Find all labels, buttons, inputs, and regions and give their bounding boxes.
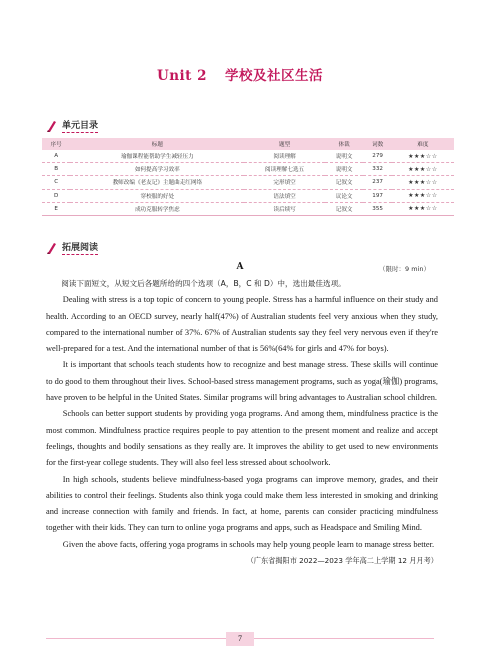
cell: 瑜伽课程能帮助学生减轻压力 <box>70 150 244 163</box>
col-header: 体裁 <box>325 138 364 150</box>
cell: 说明文 <box>325 163 364 176</box>
cell: D <box>42 189 70 202</box>
cell: 教师改编《老友记》主题曲走红网络 <box>70 176 244 189</box>
unit-label: Unit 2 <box>156 68 208 84</box>
difficulty-stars: ★★★☆☆ <box>392 202 454 215</box>
page-number: 7 <box>226 632 254 646</box>
table-row <box>42 150 454 163</box>
cell: 355 <box>363 202 391 215</box>
catalog-title: 单元目录 <box>62 118 98 133</box>
paragraph <box>46 537 438 566</box>
col-header: 难度 <box>392 138 454 150</box>
table-row <box>42 163 454 176</box>
cell: E <box>42 202 70 215</box>
pen-icon <box>46 241 58 255</box>
cell: A <box>42 150 70 163</box>
table-header-row <box>42 138 454 150</box>
source-citation: （广东省揭阳市 2022—2023 学年高二上学期 12 月月考） <box>246 556 438 566</box>
table-row <box>42 176 454 189</box>
unit-catalog-table <box>42 138 454 216</box>
cell: 议论文 <box>325 189 364 202</box>
page-title <box>0 64 480 84</box>
cell: 阅读理解 <box>244 150 324 163</box>
cell: 332 <box>363 163 391 176</box>
difficulty-stars: ★★★☆☆ <box>392 176 454 189</box>
paragraph: Schools can better support students by providing yoga programs. And among them, mindfulness practice is the most common. Mindfulness practice requires people to pay attention to the present moment and realize and accept feelings, thoughts and bodily sensations as they really are. It improves the ability to get used to new environments for the first-year college students. They will also feel less stressed about schoolwork. <box>46 409 438 468</box>
time-limit: （限时：9 min） <box>379 265 430 273</box>
passage-instruction: 阅读下面短文，从短文后各题所给的四个选项（A，B，C 和 D）中，选出最佳选项。 <box>61 279 346 288</box>
cell: 穿校服的好处 <box>70 189 244 202</box>
pen-icon <box>46 119 58 133</box>
cell: 完形填空 <box>244 176 324 189</box>
cell: C <box>42 176 70 189</box>
unit-topic: 学校及社区生活 <box>225 68 324 84</box>
col-header: 标题 <box>70 138 244 150</box>
section-catalog-heading <box>46 118 98 133</box>
cell: 如何提高学习效率 <box>70 163 244 176</box>
cell: 197 <box>363 189 391 202</box>
cell: 237 <box>363 176 391 189</box>
table-row <box>42 189 454 202</box>
paragraph: In high schools, students believe mindfulness-based yoga programs can improve memory, grades, and their abilities to control their feelings. Students also think yoga could make them less interested in smoking and drinking and increase connection with family and friends. In fact, at home, parents can consider practicing mindfulness together with their kids. They can turn to online yoga programs and apps, such as Headspace and Smiling Mind. <box>46 474 438 533</box>
passage-letter: A <box>236 262 244 272</box>
difficulty-stars: ★★★☆☆ <box>392 189 454 202</box>
cell: 279 <box>363 150 391 163</box>
passage-body <box>46 276 438 569</box>
col-header: 词数 <box>363 138 391 150</box>
cell: 记叙文 <box>325 176 364 189</box>
cell: B <box>42 163 70 176</box>
paragraph: It is important that schools teach students how to recognize and best manage stress. These skills will continue to do good to them throughout their lives. School-based stress management programs, such as yoga(瑜伽) programs, have proven to be helpful in the United States. Similar programs will bring advantages to Australian school children. <box>46 360 438 403</box>
table-row <box>42 202 454 215</box>
cell: 说明文 <box>325 150 364 163</box>
paragraph: Dealing with stress is a top topic of concern to young people. Stress has a harmful influence on their study and health. According to an OECD survey, nearly half(47%) of Australian students feel very anxious when they study, compared to the international number of 37%. 67% of Australian students say they feel very nervous even if they're well-prepared for a test. And the international number of that is 56%(64% for girls and 47% for boys). <box>46 295 438 354</box>
cell: 成功克服转学焦虑 <box>70 202 244 215</box>
section-reading-heading <box>46 240 98 255</box>
reading-title: 拓展阅读 <box>62 240 98 255</box>
col-header: 序号 <box>42 138 70 150</box>
cell: 语法填空 <box>244 189 324 202</box>
difficulty-stars: ★★★☆☆ <box>392 150 454 163</box>
difficulty-stars: ★★★☆☆ <box>392 163 454 176</box>
cell: 阅读理解七选五 <box>244 163 324 176</box>
paragraph-text: Given the above facts, offering yoga programs in schools may help young people learn to manage stress better. <box>62 539 435 549</box>
cell: 记叙文 <box>325 202 364 215</box>
cell: 读后续写 <box>244 202 324 215</box>
col-header: 题型 <box>244 138 324 150</box>
